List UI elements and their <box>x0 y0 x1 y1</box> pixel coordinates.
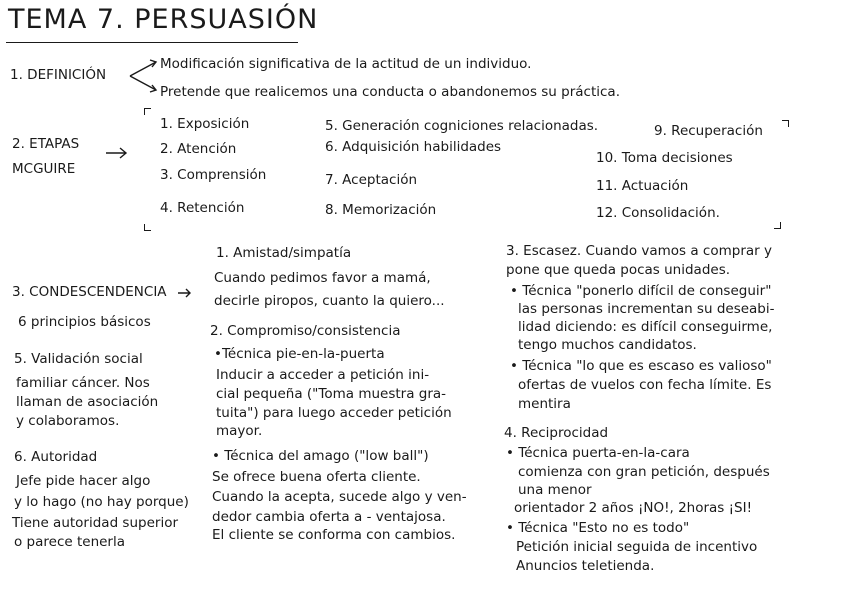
amistad-line: Cuando pedimos favor a mamá, <box>214 270 431 286</box>
amistad-heading: 1. Amistad/simpatía <box>216 245 352 261</box>
escasez-line: mentira <box>518 396 571 412</box>
validacion-heading: 5. Validación social <box>14 351 143 367</box>
etapa-item: 5. Generación cogniciones relacionadas. <box>325 118 599 134</box>
etapa-item: 1. Exposición <box>160 116 250 132</box>
page-title: TEMA 7. PERSUASIÓN <box>8 4 319 35</box>
compromiso-line: mayor. <box>216 423 263 439</box>
definicion-line2: Pretende que realicemos una conducta o abandonemos su práctica. <box>160 84 620 100</box>
compromiso-tecnica: • Técnica del amago ("low ball") <box>212 448 429 464</box>
escasez-heading: 3. Escasez. Cuando vamos a comprar y <box>506 243 772 259</box>
reciprocidad-heading: 4. Reciprocidad <box>504 425 609 441</box>
escasez-line: las personas incrementan su deseabi- <box>518 301 775 317</box>
arrow-right-icon <box>104 146 130 160</box>
escasez-tecnica: • Técnica "ponerlo difícil de conseguir" <box>510 283 772 299</box>
etapa-item: 7. Aceptación <box>325 172 418 188</box>
etapa-item: 2. Atención <box>160 141 237 157</box>
reciprocidad-line: comienza con gran petición, después <box>518 464 770 480</box>
reciprocidad-line: orientador 2 años ¡NO!, 2horas ¡SI! <box>514 500 753 516</box>
definicion-heading: 1. DEFINICIÓN <box>10 67 107 83</box>
compromiso-line: Cuando la acepta, sucede algo y ven- <box>212 489 467 505</box>
bracket-icon <box>144 224 151 231</box>
autoridad-heading: 6. Autoridad <box>14 449 98 465</box>
etapa-item: 4. Retención <box>160 200 245 216</box>
bracket-icon <box>782 120 789 127</box>
branch-arrow-icon <box>126 56 160 96</box>
reciprocidad-tecnica: • Técnica puerta-en-la-cara <box>506 445 690 461</box>
reciprocidad-line: Petición inicial seguida de incentivo <box>516 539 758 555</box>
compromiso-line: El cliente se conforma con cambios. <box>212 527 456 543</box>
definicion-line1: Modificación significativa de la actitud de un individuo. <box>160 56 532 72</box>
condescendencia-heading: 3. CONDESCENDENCIA <box>12 284 167 300</box>
etapa-item: 11. Actuación <box>596 178 689 194</box>
escasez-line: ofertas de vuelos con fecha límite. Es <box>518 377 772 393</box>
escasez-tecnica: • Técnica "lo que es escaso es valioso" <box>510 358 772 374</box>
autoridad-line: y lo hago (no hay porque) <box>14 494 189 510</box>
etapa-item: 8. Memorización <box>325 202 437 218</box>
etapa-item: 6. Adquisición habilidades <box>325 139 502 155</box>
condescendencia-sub: 6 principios básicos <box>18 314 151 330</box>
autoridad-line: o parece tenerla <box>14 534 126 550</box>
compromiso-line: dedor cambia oferta a - ventajosa. <box>212 509 446 525</box>
etapas-heading: 2. ETAPAS <box>12 136 80 152</box>
etapa-item: 10. Toma decisiones <box>596 150 733 166</box>
compromiso-line: tuita") para luego acceder petición <box>216 405 452 421</box>
title-underline <box>6 42 298 43</box>
autoridad-line: Jefe pide hacer algo <box>16 473 151 489</box>
reciprocidad-line: una menor <box>518 482 592 498</box>
validacion-line: familiar cáncer. Nos <box>16 375 150 391</box>
escasez-line: tengo muchos candidatos. <box>518 337 697 353</box>
validacion-line: y colaboramos. <box>16 413 120 429</box>
etapa-item: 3. Comprensión <box>160 167 267 183</box>
amistad-line: decirle piropos, cuanto la quiero... <box>214 293 445 309</box>
autoridad-line: Tiene autoridad superior <box>12 515 179 531</box>
bracket-icon <box>774 222 781 229</box>
etapa-item: 12. Consolidación. <box>596 205 720 221</box>
escasez-line: pone que queda pocas unidades. <box>506 262 731 278</box>
compromiso-line: cial pequeña ("Toma muestra gra- <box>216 386 447 402</box>
etapa-item: 9. Recuperación <box>654 123 763 139</box>
compromiso-tecnica: •Técnica pie-en-la-puerta <box>214 346 385 362</box>
reciprocidad-tecnica: • Técnica "Esto no es todo" <box>506 520 690 536</box>
compromiso-line: Inducir a acceder a petición ini- <box>216 367 430 383</box>
etapas-subheading: MCGUIRE <box>12 161 76 177</box>
arrow-right-icon <box>176 286 194 300</box>
escasez-line: lidad diciendo: es difícil conseguirme, <box>518 319 773 335</box>
reciprocidad-line: Anuncios teletienda. <box>516 558 655 574</box>
validacion-line: llaman de asociación <box>16 394 159 410</box>
bracket-icon <box>144 108 151 115</box>
compromiso-heading: 2. Compromiso/consistencia <box>210 323 401 339</box>
compromiso-line: Se ofrece buena oferta cliente. <box>212 469 421 485</box>
